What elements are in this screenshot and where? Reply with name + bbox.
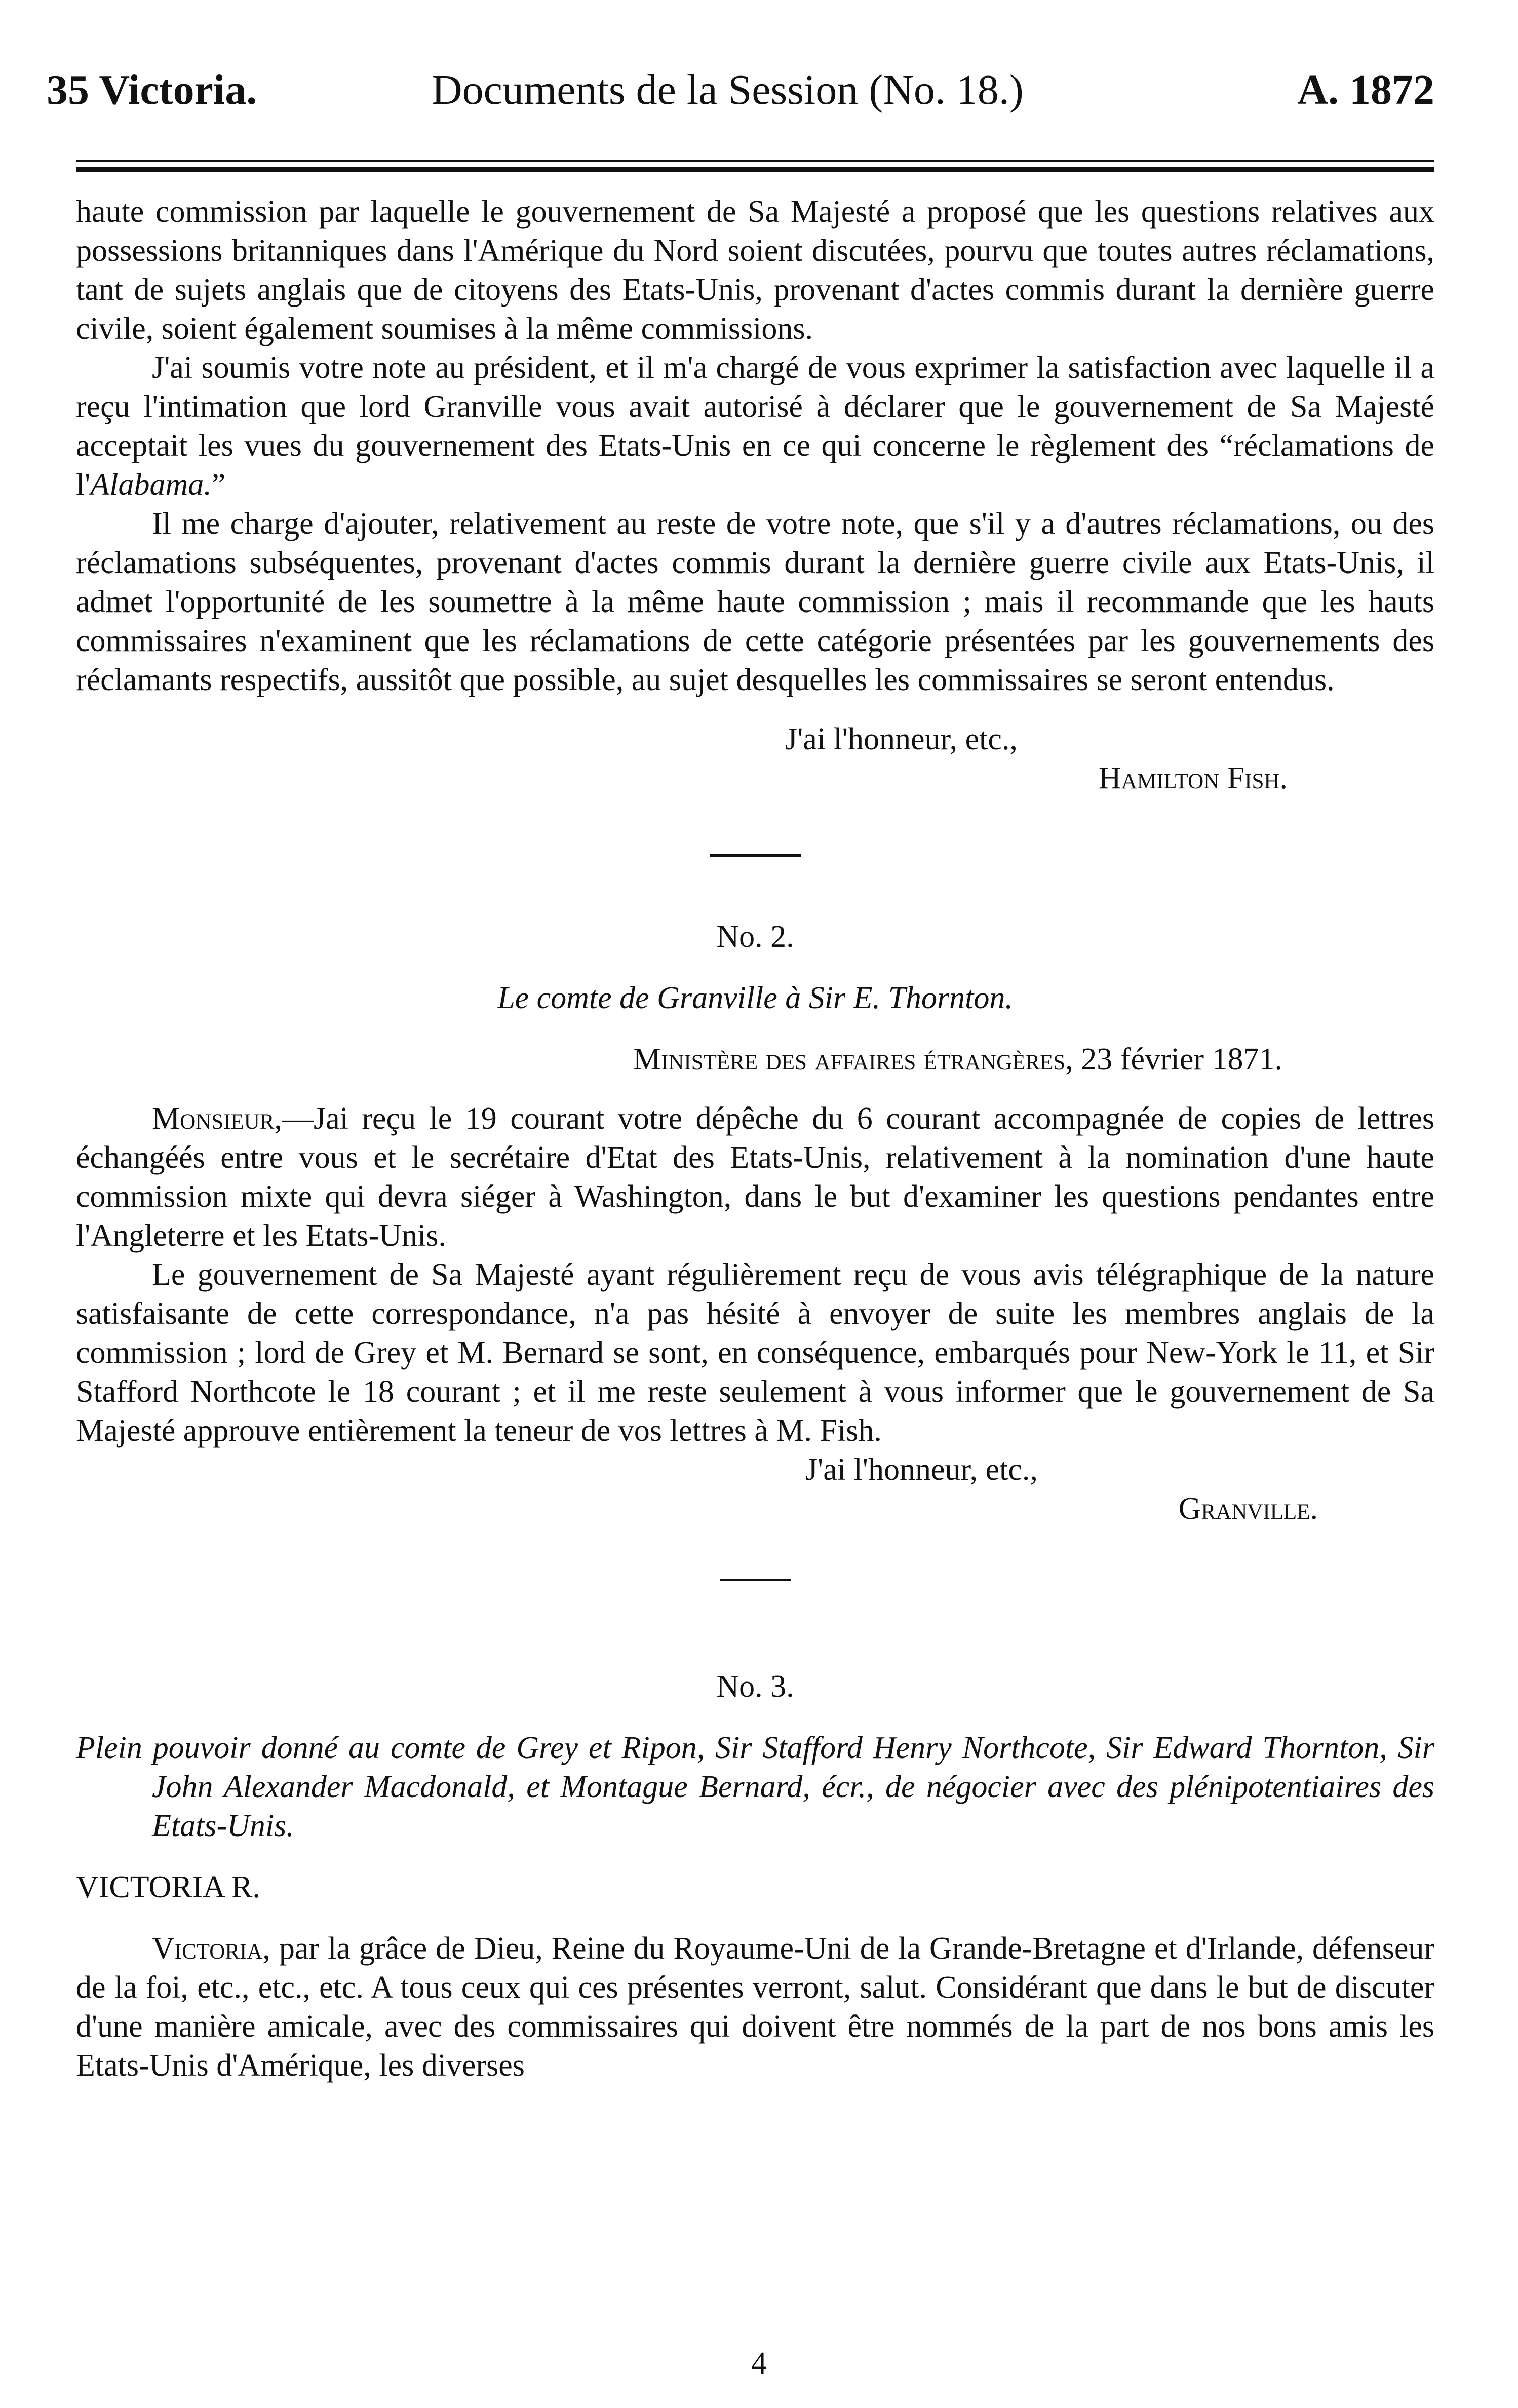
closing-salutation-2: J'ai l'honneur, etc.,: [805, 1453, 1038, 1487]
header-year: A. 1872: [1297, 66, 1434, 113]
paragraph-alabama: [76, 349, 1434, 505]
alabama-italic: Alabama.: [90, 468, 212, 502]
section-separator-small: [720, 1579, 791, 1581]
header-title: Documents de la Session (No. 18.): [432, 66, 1024, 113]
document-2-title: Le comte de Granville à Sir E. Thornton.: [497, 981, 1013, 1015]
signature-granville: Granville.: [1178, 1492, 1318, 1526]
document-2-paragraph-1: [76, 1099, 1434, 1255]
signature-hamilton-fish: Hamilton Fish.: [1098, 761, 1288, 795]
document-2-dateline: [76, 1040, 1434, 1079]
document-3-paragraph: [76, 1929, 1434, 2085]
section-separator: [710, 854, 801, 857]
closing-quote: ”: [211, 468, 226, 502]
document-3-paragraph-text: par la grâce de Dieu, Reine du Royaume-Uni de la Grande-Bretagne et d'Irlande, défenseur de la foi, etc., etc., etc. A tous ceux qui ces présentes verront, salut. Considérant que dans le but de discuter d'une manière amicale, avec des commissaires qui doivent être nommés de la part de nos bons amis les Etats-Unis d'Amérique, les diverses: [76, 1931, 1434, 2083]
document-2-paragraph-1-text: —Jai reçu le 19 courant votre dépêche du 6 courant accompagnée de copies de lettres échangéés entre vous et le secrétaire d'Etat des Etats-Unis, relativement à la nomination d'une haute commission mixte qui devra siéger à Washington, dans le but d'examiner les questions pendantes entre l'Angleterre et les Etats-Unis.: [76, 1101, 1434, 1253]
victoria-small-caps: Victoria,: [152, 1931, 270, 1966]
document-number-3: No. 3.: [716, 1669, 794, 1704]
document-3-title: Plein pouvoir donné au comte de Grey et Ripon, Sir Stafford Henry Northcote, Sir Edward Thornton, Sir John Alexander Macdonald, et Montague Bernard, écr., de négocier avec des plénipotentiaires des Etats-Unis.: [76, 1731, 1434, 1843]
page-number: 4: [751, 2346, 767, 2381]
paragraph-continued: haute commission par laquelle le gouvernement de Sa Majesté a proposé que les questions relatives aux possessions britanniques dans l'Amérique du Nord soient discutées, pourvu que toutes autres réclamations, tant de sujets anglais que de citoyens des Etats-Unis, provenant d'actes commis durant la dernière guerre civile, soient également soumises à la même commissions.: [76, 195, 1434, 346]
header-volume: 35 Victoria.: [47, 66, 257, 113]
paragraph-other-claims: Il me charge d'ajouter, relativement au reste de votre note, que s'il y a d'autres réclamations, ou des réclamations subséquentes, provenant d'actes commis durant la dernière guerre civile aux Etats-Unis, il admet l'opportunité de les soumettre à la même haute commission ; mais il recommande que les hauts commissaires n'examinent que les réclamations de cette catégorie présentées par les gouvernements des réclamants respectifs, aussitôt que possible, au sujet desquelles les commissaires se seront entendus.: [76, 507, 1434, 697]
salutation-monsieur: Monsieur,: [152, 1101, 282, 1136]
closing-salutation-1: J'ai l'honneur, etc.,: [785, 722, 1018, 756]
paragraph-alabama-text: J'ai soumis votre note au président, et il m'a chargé de vous exprimer la satisfaction avec laquelle il a reçu l'intimation que lord Granville vous avait autorisé à déclarer que le gouvernement de Sa Majesté acceptait les vues du gouvernement des Etats-Unis en ce qui concerne le règlement des “réclamations de l': [76, 351, 1434, 502]
page-body: [76, 193, 1434, 2085]
running-header: [47, 60, 1434, 121]
dateline-place: Ministère des affaires étrangères,: [633, 1042, 1073, 1077]
header-rule-thick: [76, 167, 1434, 172]
header-rule-thin: [76, 160, 1434, 162]
document-2-paragraph-2: Le gouvernement de Sa Majesté ayant régulièrement reçu de vous avis télégraphique de la nature satisfaisante de cette correspondance, n'a pas hésité à envoyer de suite les membres anglais de la commission ; lord de Grey et M. Bernard se sont, en conséquence, embarqués pour New-York le 11, et Sir Stafford Northcote le 18 courant ; et il me reste seulement à vous informer que le gouvernement de Sa Majesté approuve entièrement la teneur de vos lettres à M. Fish.: [76, 1257, 1434, 1448]
dateline-date: 23 février 1871.: [1073, 1042, 1282, 1077]
victoria-r-heading: VICTORIA R.: [76, 1870, 261, 1904]
document-number-2: No. 2.: [716, 920, 794, 954]
